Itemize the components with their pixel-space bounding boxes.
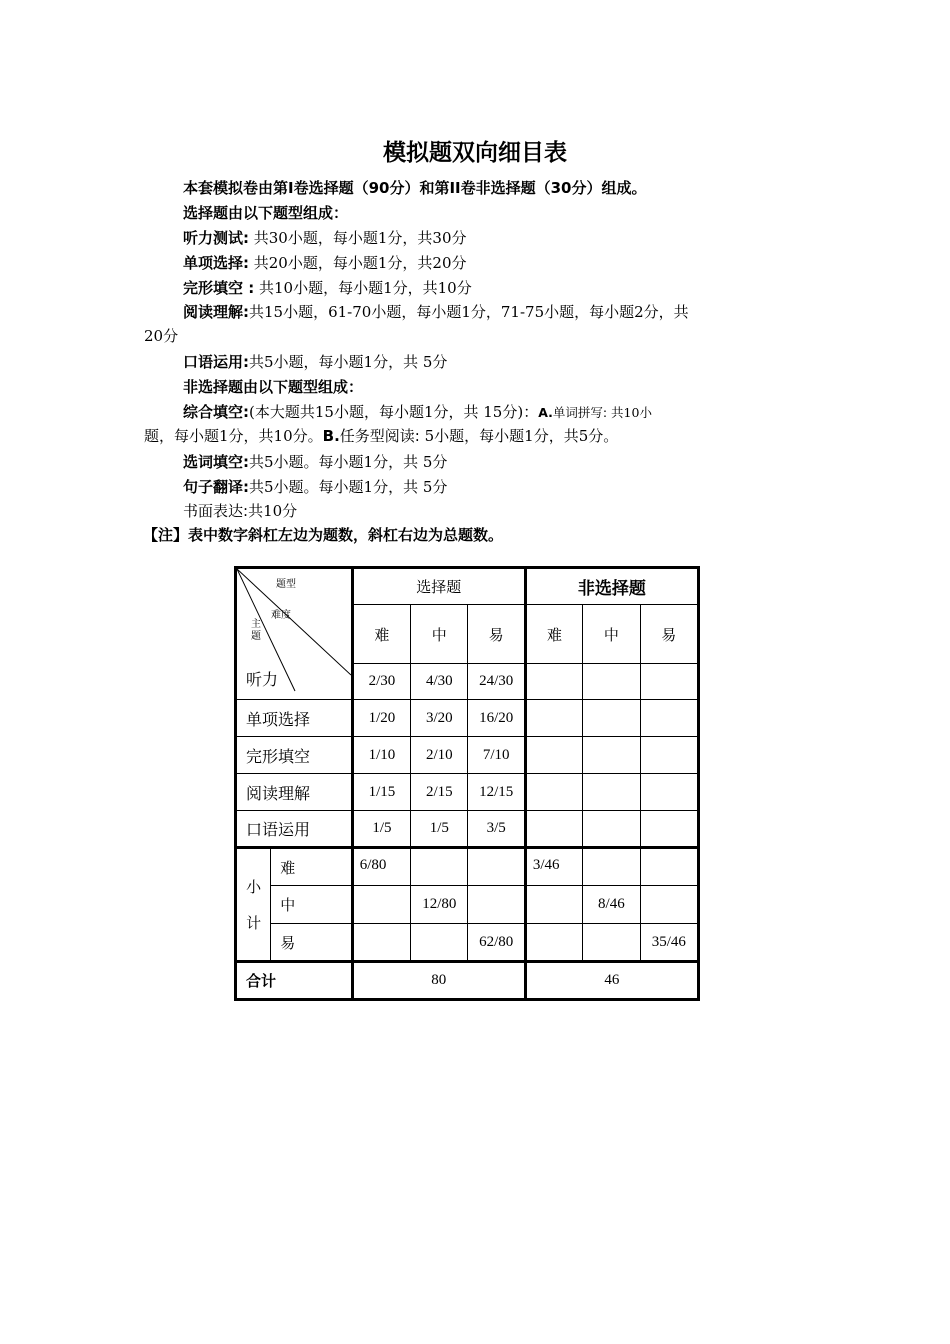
table-cell [525, 700, 582, 737]
spec-table [236, 568, 698, 999]
item-label: 阅读理解: [183, 303, 249, 321]
table-cell: 1/5 [411, 811, 468, 848]
row-label: 单项选择 [237, 700, 353, 737]
item-text: 共10分 [248, 502, 298, 520]
note-text: 【注】表中数字斜杠左边为题数，斜杠右边为总题数。 [143, 526, 504, 544]
table-cell [583, 848, 640, 886]
item-label: 综合填空: [183, 403, 249, 421]
table-cell: 12/15 [468, 774, 525, 811]
table-cell [640, 700, 697, 737]
item-label: 书面表达: [183, 502, 249, 520]
item-text: 共5小题。每小题1分，共 5分 [249, 478, 448, 496]
table-cell [525, 924, 582, 962]
table-cell [525, 811, 582, 848]
part-b-tail: 5小题，每小题1分，共5分。 [419, 427, 619, 445]
item-label: 句子翻译: [183, 478, 249, 496]
table-cell [583, 664, 640, 700]
part-b-label: B. [322, 427, 340, 445]
subtotal-level: 中 [271, 886, 353, 924]
table-row [237, 700, 698, 737]
item-text: 共15小题，61-70小题，每小题1分，71-75小题，每小题2分，共 [249, 303, 689, 321]
table-cell: 1/15 [352, 774, 410, 811]
item-text: 共5小题。每小题1分，共 5分 [249, 453, 448, 471]
nonchoice-header: 非选择题由以下题型组成： [183, 378, 364, 396]
item-cloze [183, 278, 472, 298]
table-cell: 24/30 [468, 664, 525, 700]
table-cell [411, 848, 468, 886]
table-cell: 7/10 [468, 737, 525, 774]
total-label: 合计 [237, 962, 353, 999]
item-text: 共20小题，每小题1分，共20分 [249, 254, 467, 272]
table-cell: 2/30 [352, 664, 410, 700]
table-cell [525, 737, 582, 774]
table-cell: 1/5 [352, 811, 410, 848]
item-single-choice [183, 253, 467, 273]
table-cell [640, 886, 697, 924]
level-easy: 易 [640, 605, 697, 664]
item-comprehensive-fill [183, 402, 652, 423]
subtotal-level: 难 [271, 848, 353, 886]
table-cell [640, 737, 697, 774]
table-cell: 2/15 [411, 774, 468, 811]
item-reading [183, 302, 689, 322]
row-label-listening: 听力 [246, 670, 279, 689]
table-cell [468, 886, 525, 924]
table-cell [583, 774, 640, 811]
corner-topic-label: 主题 [251, 619, 261, 642]
table-cell: 1/10 [352, 737, 410, 774]
table-row [237, 737, 698, 774]
table-cell [525, 774, 582, 811]
table-cell [583, 811, 640, 848]
table-cell [468, 848, 525, 886]
subtotal-row [237, 886, 698, 924]
table-cell [583, 700, 640, 737]
total-nonchoice: 46 [525, 962, 697, 999]
level-hard: 难 [525, 605, 582, 664]
subtotal-label-bottom: 计 [246, 913, 262, 932]
table-cell [583, 737, 640, 774]
part-a-tail: 共10小 [607, 405, 652, 420]
table-cell: 2/10 [411, 737, 468, 774]
table-cell: 1/20 [352, 700, 410, 737]
item-word-fill [183, 452, 447, 472]
group-choice-header: 选择题 [352, 569, 525, 605]
item-label: 完形填空 : [183, 279, 255, 297]
item-writing [183, 501, 297, 521]
row-label: 阅读理解 [237, 774, 353, 811]
table-cell: 3/46 [525, 848, 582, 886]
level-hard: 难 [352, 605, 410, 664]
table-cell: 4/30 [411, 664, 468, 700]
intro-text: 本套模拟卷由第Ⅰ卷选择题（90分）和第II卷非选择题（30分）组成。 [183, 179, 647, 197]
table-cell [640, 811, 697, 848]
item-text: 共5小题，每小题1分，共 5分 [249, 353, 448, 371]
item-text: 共30小题，每小题1分，共30分 [249, 229, 467, 247]
table-cell: 62/80 [468, 924, 525, 962]
corner-difficulty-label: 难度 [271, 610, 291, 621]
table-cell [525, 886, 582, 924]
table-cell [583, 924, 640, 962]
item-reading-cont: 20分 [144, 327, 179, 345]
row-label: 口语运用 [237, 811, 353, 848]
item-label: 听力测试: [183, 229, 249, 247]
subtotal-label [237, 848, 271, 962]
table-cell [525, 664, 582, 700]
subtotal-row [237, 924, 698, 962]
item-oral [183, 352, 447, 372]
item-text: 共10小题，每小题1分，共10分 [254, 279, 472, 297]
subtotal-level: 易 [271, 924, 353, 962]
item-label: 选词填空: [183, 453, 249, 471]
table-cell [352, 886, 410, 924]
group-nonchoice-header: 非选择题 [525, 569, 697, 605]
total-row [237, 962, 698, 999]
table-cell: 3/20 [411, 700, 468, 737]
table-cell: 8/46 [583, 886, 640, 924]
item-label: 单项选择: [183, 254, 249, 272]
table-cell: 6/80 [352, 848, 410, 886]
table-row [237, 811, 698, 848]
item-label: 口语运用: [183, 353, 249, 371]
part-a-text: 单词拼写: [552, 405, 608, 420]
item-text: (本大题共15小题，每小题1分，共 15分)： [249, 403, 539, 421]
item-comprehensive-fill-cont [144, 426, 618, 446]
table-cell: 35/46 [640, 924, 697, 962]
table-cell [640, 774, 697, 811]
row-label: 完形填空 [237, 737, 353, 774]
fill-line2: 题，每小题1分，共10分。 [144, 427, 323, 445]
subtotal-row [237, 848, 698, 886]
total-choice: 80 [352, 962, 525, 999]
part-a-label: A. [538, 405, 553, 420]
table-cell: 3/5 [468, 811, 525, 848]
table-row [237, 774, 698, 811]
corner-header [237, 569, 353, 700]
level-easy: 易 [468, 605, 525, 664]
table-cell [411, 924, 468, 962]
level-medium: 中 [583, 605, 640, 664]
subtotal-label-top: 小 [246, 877, 262, 896]
table-cell: 16/20 [468, 700, 525, 737]
table-cell [640, 848, 697, 886]
part-b-text: 任务型阅读: [339, 427, 420, 445]
table-cell [352, 924, 410, 962]
corner-type-label: 题型 [276, 579, 296, 590]
level-medium: 中 [411, 605, 468, 664]
table-cell: 12/80 [411, 886, 468, 924]
choice-header: 选择题由以下题型组成： [183, 204, 349, 222]
item-listening [183, 228, 467, 248]
table-cell [640, 664, 697, 700]
page-title: 模拟题双向细目表 [383, 140, 567, 166]
item-translation [183, 477, 447, 497]
